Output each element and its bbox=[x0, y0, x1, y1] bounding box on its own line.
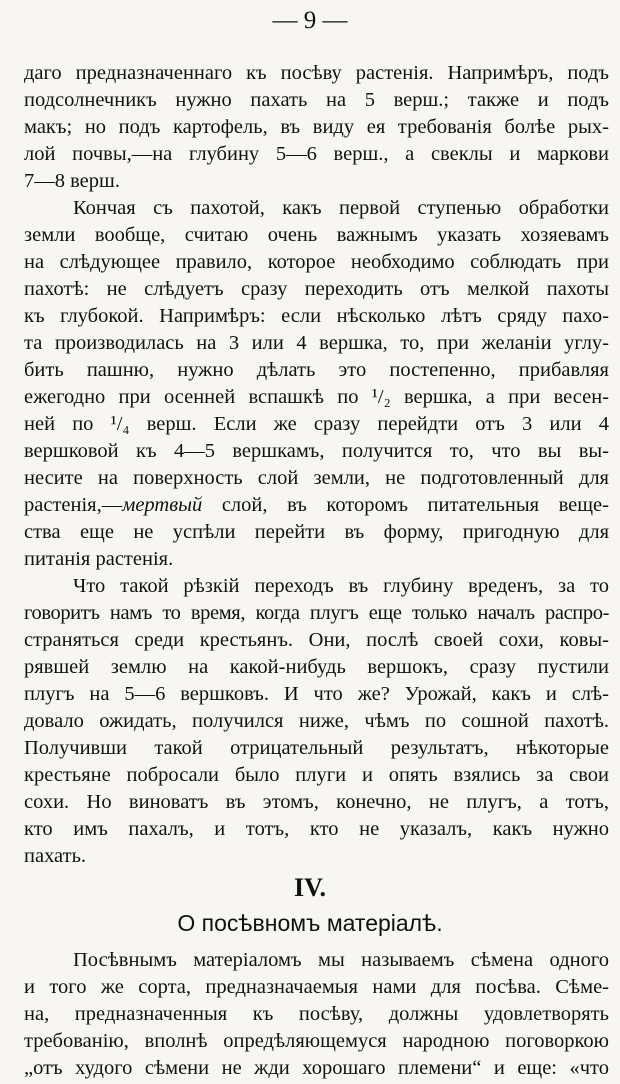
text-line: ней по ¹/₄ верш. Если же сразу перейдти отъ 3 или 4 bbox=[24, 413, 609, 435]
section-title: О посѣвномъ матеріалѣ. bbox=[177, 910, 443, 936]
text-segment: растенія,— bbox=[24, 494, 123, 516]
text-line: 7—8 верш. bbox=[24, 170, 120, 192]
text-line: страняться среди крестьянъ. Они, послѣ своей сохи, ковы- bbox=[24, 629, 609, 651]
text-line: даго предназначеннаго къ посѣву растенія. Напримѣръ, подъ bbox=[24, 62, 609, 84]
text-line: къ глубокой. Напримѣръ: если нѣсколько лѣтъ сряду пахо- bbox=[24, 305, 609, 327]
text-line: пахать. bbox=[24, 845, 87, 867]
text-line: говоритъ намъ то время, когда плугъ еще только началъ распро- bbox=[24, 602, 609, 624]
text-line: лой почвы,—на глубину 5—6 верш., а свеклы и маркови bbox=[24, 143, 609, 165]
text-segment: слой, въ которомъ питательныя веще- bbox=[202, 494, 609, 516]
text-line: на слѣдующее правило, которое необходимо соблюдать при bbox=[24, 251, 609, 273]
text-line: Посѣвнымъ матеріаломъ мы называемъ сѣмена одного bbox=[73, 949, 609, 971]
text-line: крестьяне побросали было плуги и опять взялись за свои bbox=[24, 764, 609, 786]
text-line: питанія растенія. bbox=[24, 548, 174, 570]
page-number: — 9 — bbox=[272, 7, 348, 34]
text-line: подсолнечникъ нужно пахать на 5 верш.; также и подъ bbox=[24, 89, 609, 111]
emphasis-word: мертвый bbox=[122, 494, 203, 516]
text-line-with-emphasis bbox=[24, 492, 609, 519]
text-line: вершковой къ 4—5 вершкамъ, получится то, что вы вы- bbox=[24, 440, 609, 462]
text-line: ства еще не успѣли перейти въ форму, пригодную для bbox=[24, 521, 609, 543]
text-line: Получивши такой отрицательный результатъ, нѣкоторые bbox=[24, 737, 609, 759]
text-line: и того же сорта, предназначаемыя нами для посѣва. Сѣме- bbox=[24, 976, 609, 998]
text-line: Что такой рѣзкій переходъ въ глубину вреденъ, за то bbox=[73, 575, 609, 597]
text-line: кто имъ пахалъ, и тотъ, кто не указалъ, какъ нужно bbox=[24, 818, 609, 840]
text-line: несите на поверхность слой земли, не подготовленный для bbox=[24, 467, 609, 489]
text-line: сохи. Но виноватъ въ этомъ, конечно, не плугъ, а тотъ, bbox=[24, 791, 609, 813]
text-line: бить пашню, нужно дѣлать это постепенно, прибавляя bbox=[24, 359, 609, 381]
text-line: на, предназначенныя къ посѣву, должны удовлетворять bbox=[24, 1003, 609, 1025]
text-line: пахотѣ: не слѣдуетъ сразу переходить отъ мелкой пахоты bbox=[24, 278, 609, 300]
text-line: земли вообще, считаю очень важнымъ указать хозяевамъ bbox=[24, 224, 609, 246]
text-line: довало ожидать, получился ниже, чѣмъ по сошной пахотѣ. bbox=[24, 710, 609, 732]
text-line: плугъ на 5—6 вершковъ. И что же? Урожай, какъ и слѣ- bbox=[24, 683, 609, 705]
text-line: рявшей землю на какой-нибудь вершокъ, сразу пустили bbox=[24, 656, 609, 678]
text-line: „отъ худого сѣмени не жди хорошаго племени“ и еще: «что bbox=[24, 1057, 609, 1079]
text-line: ежегодно при осенней вспашкѣ по ¹/₂ вершка, а при весен- bbox=[24, 386, 609, 408]
text-line: та производилась на 3 или 4 вершка, то, при желаніи углу- bbox=[24, 332, 609, 354]
section-number: IV. bbox=[293, 873, 327, 902]
text-line: Кончая съ пахотой, какъ первой ступенью обработки bbox=[73, 197, 609, 219]
text-line: макъ; но подъ картофель, въ виду ея требованія болѣе рых- bbox=[24, 116, 609, 138]
text-line: требованію, вполнѣ опредѣляющемуся народною поговоркою bbox=[24, 1030, 609, 1052]
